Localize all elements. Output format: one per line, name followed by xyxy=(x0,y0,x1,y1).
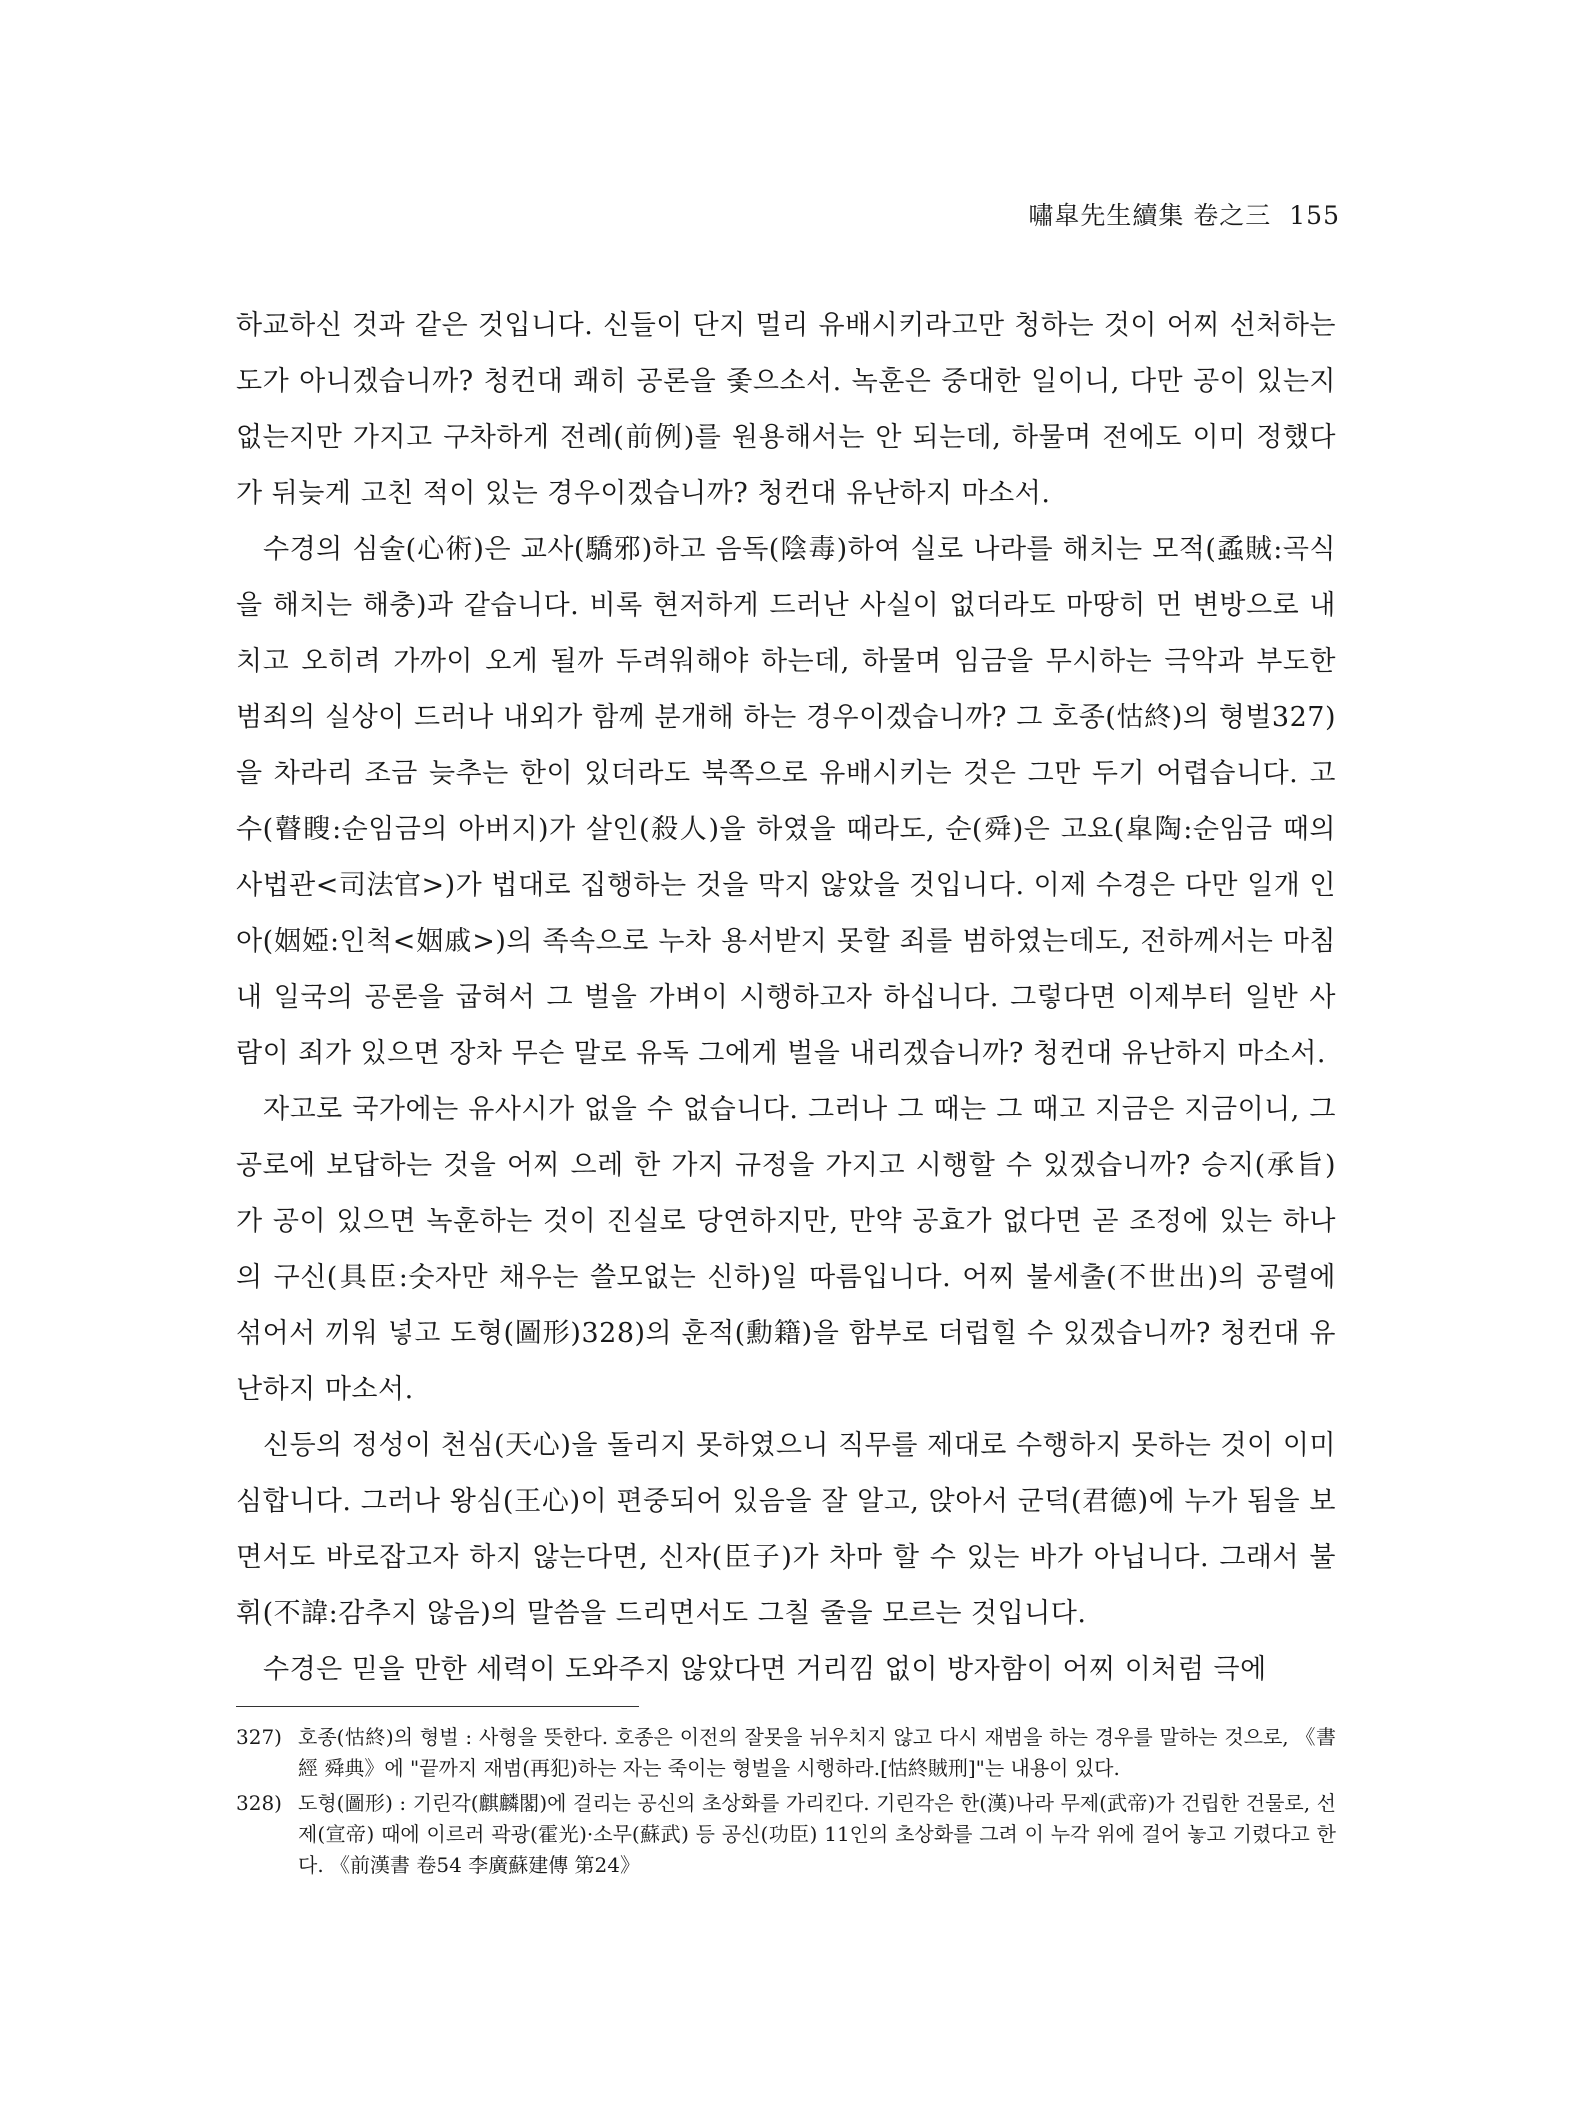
footnote-number: 327) xyxy=(236,1725,282,1749)
footnote-text: 도형(圖形) : 기린각(麒麟閣)에 걸리는 공신의 초상화를 가리킨다. 기린각은 한(漢)나라 무제(武帝)가 건립한 건물로, 선제(宣帝) 때에 이르러 곽광(霍光)·소무(蘇武) 등 공신(功臣) 11인의 초상화를 그려 이 누각 위에 걸어 놓고 기렸다고 한다. 《前漢書 卷54 李廣蘇建傳 第24》 xyxy=(298,1791,1336,1877)
main-text xyxy=(236,298,1336,1698)
footnotes xyxy=(236,1722,1336,1885)
paragraph: 하교하신 것과 같은 것입니다. 신들이 단지 멀리 유배시키라고만 청하는 것이 어찌 선처하는 도가 아니겠습니까? 청컨대 쾌히 공론을 좇으소서. 녹훈은 중대한 일이니, 다만 공이 있는지 없는지만 가지고 구차하게 전례(前例)를 원용해서는 안 되는데, 하물며 전에도 이미 정했다가 뒤늦게 고친 적이 있는 경우이겠습니까? 청컨대 유난하지 마소서. xyxy=(236,310,1336,509)
footnote-divider xyxy=(236,1706,639,1707)
page-number: 155 xyxy=(1289,201,1340,230)
paragraph: 자고로 국가에는 유사시가 없을 수 없습니다. 그러나 그 때는 그 때고 지금은 지금이니, 그 공로에 보답하는 것을 어찌 으레 한 가지 규정을 가지고 시행할 수 있겠습니까? 승지(承旨)가 공이 있으면 녹훈하는 것이 진실로 당연하지만, 만약 공효가 없다면 곧 조정에 있는 하나의 구신(具臣:숫자만 채우는 쓸모없는 신하)일 따름입니다. 어찌 불세출(不世出)의 공렬에 섞어서 끼워 넣고 도형(圖形)328)의 훈적(勳籍)을 함부로 더럽힐 수 있겠습니까? 청컨대 유난하지 마소서. xyxy=(236,1094,1336,1405)
footnote-number: 328) xyxy=(236,1791,282,1815)
book-title: 嘯皐先生續集 卷之三 xyxy=(1028,201,1272,230)
footnote-text: 호종(怙終)의 형벌 : 사형을 뜻한다. 호종은 이전의 잘못을 뉘우치지 않고 다시 재범을 하는 경우를 말하는 것으로, 《書經 舜典》에 "끝까지 재범(再犯)하는 자는 죽이는 형벌을 시행하라.[怙終賊刑]"는 내용이 있다. xyxy=(298,1725,1336,1780)
footnote xyxy=(236,1788,1336,1881)
paragraph: 신등의 정성이 천심(天心)을 돌리지 못하였으니 직무를 제대로 수행하지 못하는 것이 이미 심합니다. 그러나 왕심(王心)이 편중되어 있음을 잘 알고, 앉아서 군덕(君德)에 누가 됨을 보면서도 바로잡고자 하지 않는다면, 신자(臣子)가 차마 할 수 있는 바가 아닙니다. 그래서 불휘(不諱:감추지 않음)의 말씀을 드리면서도 그칠 줄을 모르는 것입니다. xyxy=(236,1430,1336,1629)
running-header xyxy=(1028,196,1340,232)
paragraph: 수경의 심술(心術)은 교사(驕邪)하고 음독(陰毒)하여 실로 나라를 해치는 모적(蟊賊:곡식을 해치는 해충)과 같습니다. 비록 현저하게 드러난 사실이 없더라도 마땅히 먼 변방으로 내치고 오히려 가까이 오게 될까 두려워해야 하는데, 하물며 임금을 무시하는 극악과 부도한 범죄의 실상이 드러나 내외가 함께 분개해 하는 경우이겠습니까? 그 호종(怙終)의 형벌327)을 차라리 조금 늦추는 한이 있더라도 북쪽으로 유배시키는 것은 그만 두기 어렵습니다. 고수(瞽瞍:순임금의 아버지)가 살인(殺人)을 하였을 때라도, 순(舜)은 고요(皐陶:순임금 때의 사법관<司法官>)가 법대로 집행하는 것을 막지 않았을 것입니다. 이제 수경은 다만 일개 인아(姻婭:인척<姻戚>)의 족속으로 누차 용서받지 못할 죄를 범하였는데도, 전하께서는 마침내 일국의 공론을 굽혀서 그 벌을 가벼이 시행하고자 하십니다. 그렇다면 이제부터 일반 사람이 죄가 있으면 장차 무슨 말로 유독 그에게 벌을 내리겠습니까? 청컨대 유난하지 마소서. xyxy=(236,534,1336,1069)
footnote xyxy=(236,1722,1336,1784)
paragraph: 수경은 믿을 만한 세력이 도와주지 않았다면 거리낌 없이 방자함이 어찌 이처럼 극에 xyxy=(263,1654,1267,1685)
